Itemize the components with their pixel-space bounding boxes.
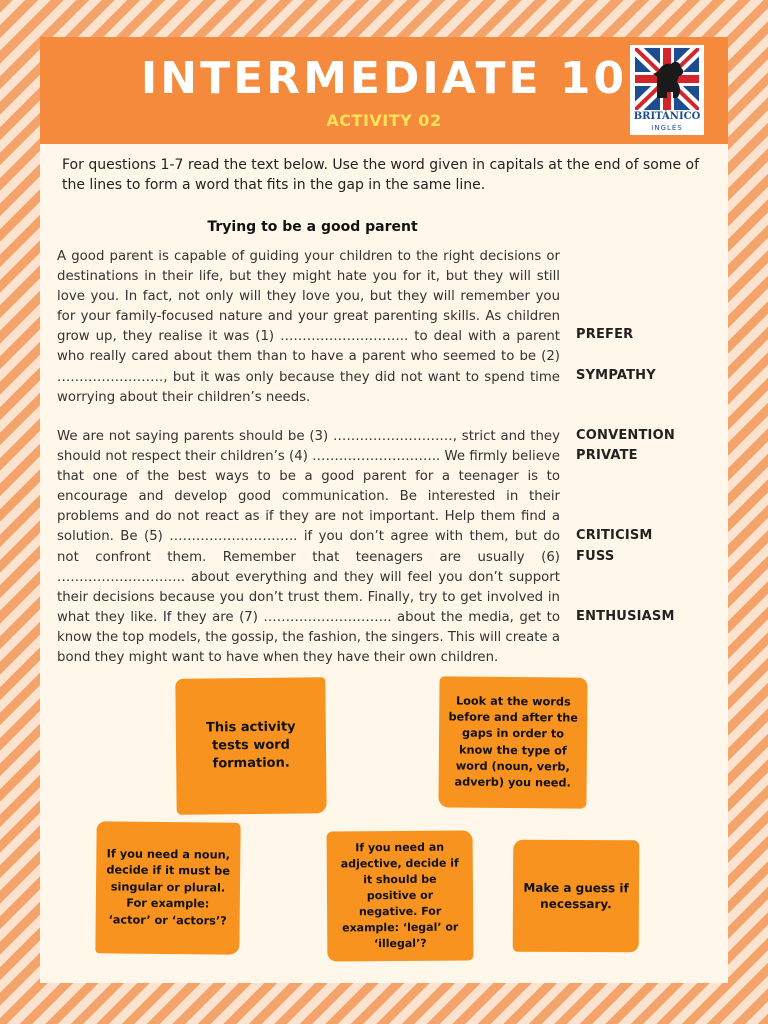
union-jack-lion-logo-icon <box>635 48 699 110</box>
activity-subtitle: ACTIVITY 02 <box>326 111 442 130</box>
britanico-logo <box>630 45 704 135</box>
tip-note-text: If you need an adjective, decide if it should be positive or negative. For example: ‘legal’ or ‘illegal’? <box>340 840 459 951</box>
paragraph-1: A good parent is capable of guiding your children to the right decisions or destinations in their life, but they might hate you for it, but they will still love you. In fact, not only will they love you, but they will remember you for your family-focused nature and your great parenting skills. As children grow up, they realise it was (1) ……………………….. to deal with a parent who really cared about them than to have a parent who seemed to be (2) ……………………, but it was only because they did not want to spend time worrying about their children’s needs. <box>57 249 560 405</box>
worksheet <box>40 37 728 983</box>
keyword-criticism: CRITICISM <box>576 528 653 543</box>
tip-note-text: This activity tests word formation. <box>205 719 296 772</box>
instructions-text: For questions 1-7 read the text below. Use the word given in capitals at the end of some of the lines to form a word that fits in the gap in the same line. <box>62 157 699 193</box>
logo-name: BRITÁNICO <box>633 111 701 122</box>
keyword-prefer: PREFER <box>576 327 634 342</box>
tip-note-text: Look at the words before and after the gaps in order to know the type of word (noun, verb, adverb) you need. <box>448 694 579 790</box>
logo-subtitle: INGLÉS <box>651 124 683 132</box>
paragraph-2: We are not saying parents should be (3) ………………………, strict and they should not respect their children’s (4) ……………………….. We firmly believe that one of the best ways to be a good parent for a teenager is to encourage and develop good communication. Be interested in their problems and do not react as if they are not important. Help them find a solution. Be (5) ……………………….. if you don’t agree with them, but do not confront them. Remember that teenagers are usually (6) ……………………….. about everything and they will feel you don’t support their decisions because you don’t trust them. Finally, try to get involved in what they like. If they are (7) ……………………….. about the media, get to know the top models, the gossip, the fashion, the singers. This will create a bond they might want to have when they have their own children. <box>57 429 560 666</box>
tip-note-guess <box>513 840 640 953</box>
tip-note-noun <box>95 821 240 955</box>
tip-note-word-formation <box>175 677 326 815</box>
keyword-enthusiasm: ENTHUSIASM <box>576 609 675 624</box>
keyword-sympathy: SYMPATHY <box>576 368 656 383</box>
keyword-private: PRIVATE <box>576 448 638 463</box>
keyword-fuss: FUSS <box>576 549 615 564</box>
tip-note-adjective <box>327 830 474 961</box>
text-title: Trying to be a good parent <box>207 219 418 235</box>
tip-note-text: If you need a noun, decide if it must be singular or plural. For example: ‘actor’ or ‘actors’? <box>106 847 231 928</box>
keyword-convention: CONVENTION <box>576 428 675 443</box>
tip-note-text: Make a guess if necessary. <box>523 880 629 912</box>
page-title: INTERMEDIATE 10 <box>140 53 628 104</box>
header-banner <box>40 37 728 144</box>
tip-note-word-type <box>438 676 587 808</box>
